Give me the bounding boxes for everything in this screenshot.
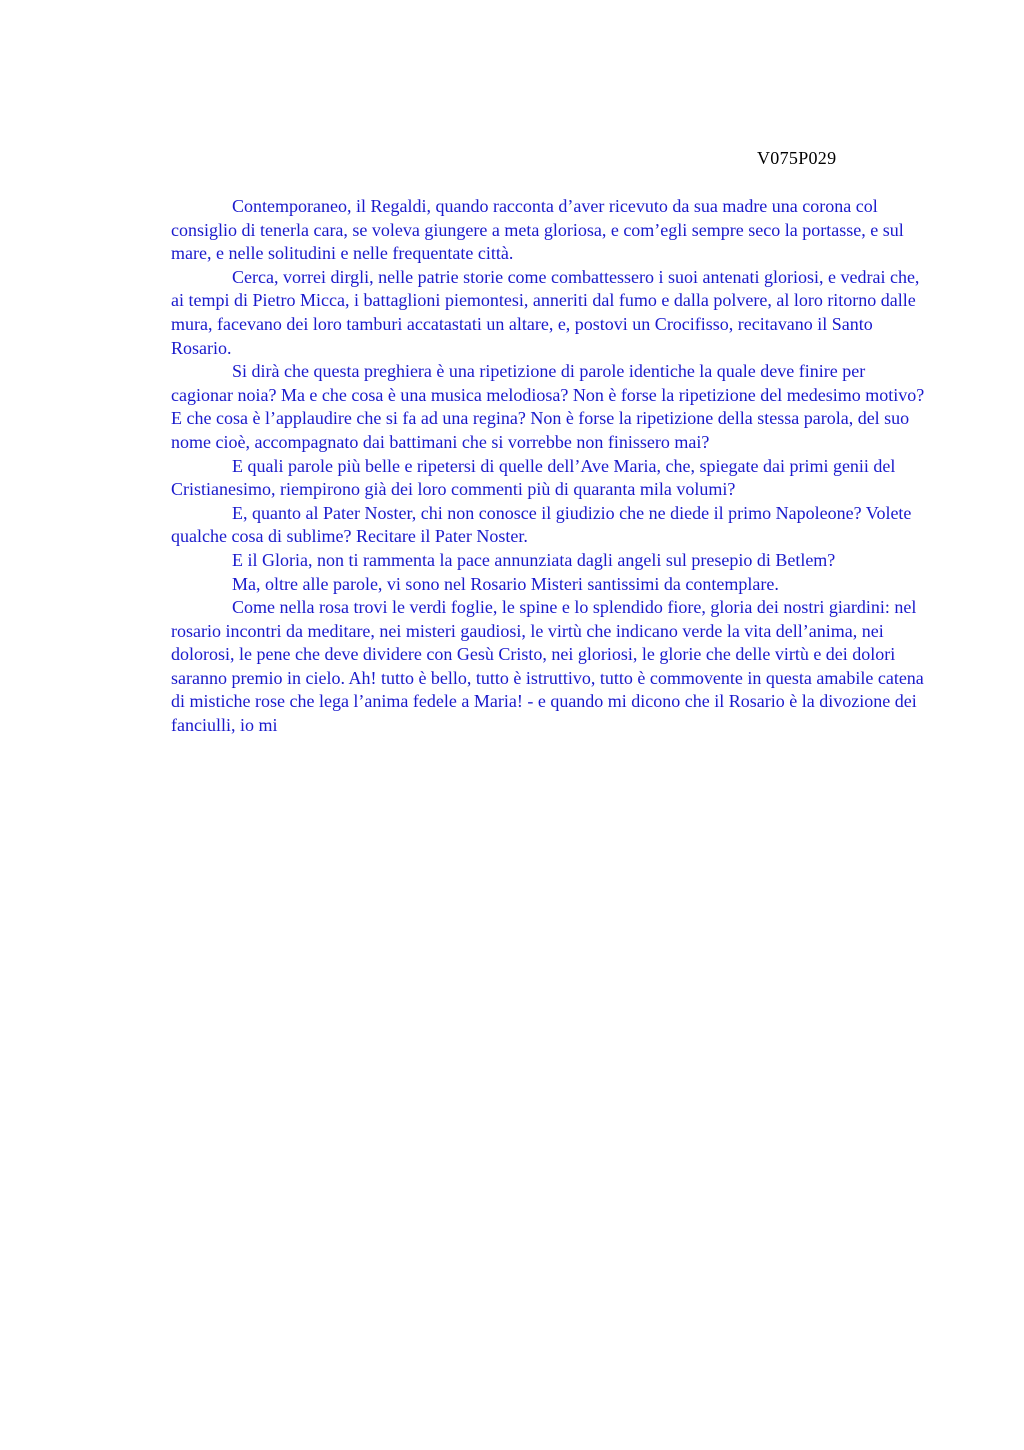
paragraph-7: Ma, oltre alle parole, vi sono nel Rosario Misteri santissimi da contemplare.: [232, 573, 779, 594]
paragraph-2: Cerca, vorrei dirgli, nelle patrie storie come combattessero i suoi antenati gloriosi, e vedrai che, ai tempi di Pietro Micca, i battaglioni piemontesi, anneriti dal fumo e dalla polvere, al loro ritorno dalle mura, facevano dei loro tamburi accatastati un altare, e, postovi un Crocifisso, recitavano il Santo Rosario.: [171, 266, 920, 358]
paragraph-1: Contemporaneo, il Regaldi, quando racconta d’aver ricevuto da sua madre una corona col consiglio di tenerla cara, se voleva giungere a meta gloriosa, e com’egli sempre seco la portasse, e sul mare, e nelle solitudini e nelle frequentate città.: [171, 196, 904, 264]
paragraph-6: E il Gloria, non ti rammenta la pace annunziata dagli angeli sul presepio di Betlem?: [232, 549, 836, 570]
paragraph-5: E, quanto al Pater Noster, chi non conosce il giudizio che ne diede il primo Napoleone? Volete qualche cosa di sublime? Recitare il Pater Noster.: [171, 502, 912, 547]
paragraph-4: E quali parole più belle e ripetersi di quelle dell’Ave Maria, che, spiegate dai primi genii del Cristianesimo, riempirono già dei loro commenti più di quaranta mila volumi?: [171, 455, 896, 500]
paragraph-3: Si dirà che questa preghiera è una ripetizione di parole identiche la quale deve finire per cagionar noia? Ma e che cosa è una musica melodiosa? Non è forse la ripetizione del medesimo motivo? E che cosa è l’applaudire che si fa ad una regina? Non è forse la ripetizione della stessa parola, del suo nome cioè, accompagnato dai battimani che si vorrebbe non finissero mai?: [171, 361, 925, 452]
paragraph-8: Come nella rosa trovi le verdi foglie, le spine e lo splendido fiore, gloria dei nostri giardini: nel rosario incontri da meditare, nei misteri gaudiosi, le virtù che indicano verde la vita dell’anima, nei dolorosi, le pene che deve dividere con Gesù Cristo, nei gloriosi, le glorie che delle virtù e dei dolori saranno premio in cielo. Ah! tutto è bello, tutto è istruttivo, tutto è commovente in questa amabile catena di mistiche rose che lega l’anima fedele a Maria! - e quando mi dicono che il Rosario è la divozione dei fanciulli, io mi: [171, 597, 924, 736]
page-code: V075P029: [757, 148, 837, 168]
body-text: [171, 195, 931, 738]
